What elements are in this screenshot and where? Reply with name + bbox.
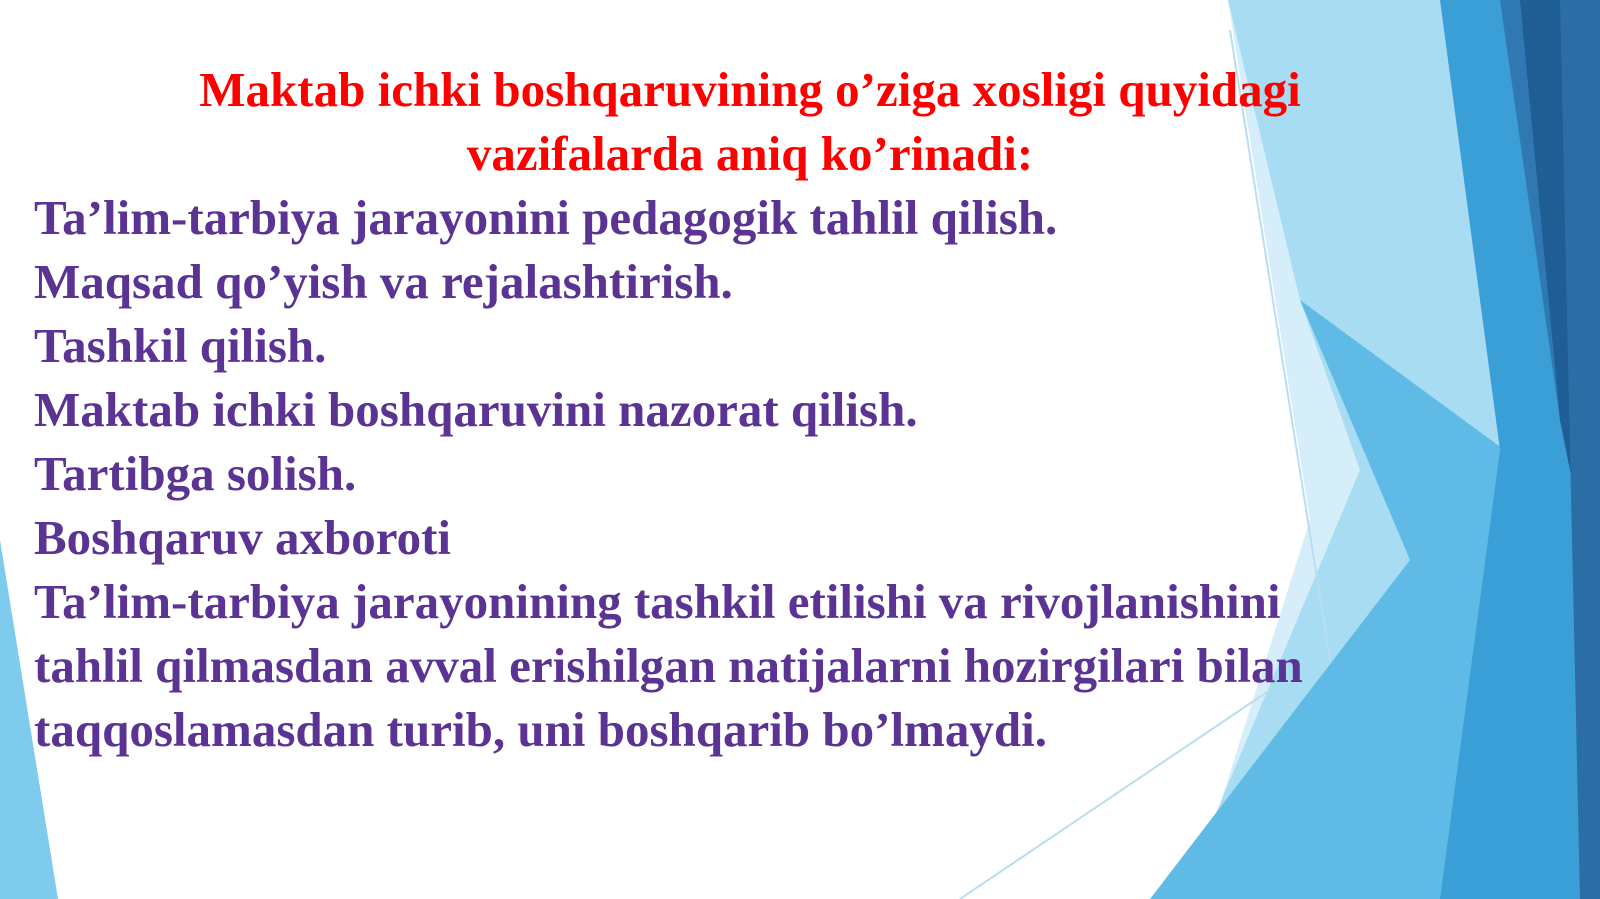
list-item: Tartibga solish. xyxy=(34,446,357,501)
list-item: Maktab ichki boshqaruvini nazorat qilish. xyxy=(34,382,918,437)
paragraph-line: tahlil qilmasdan avval erishilgan natijalarni hozirgilari bilan xyxy=(34,638,1303,693)
slide-title-line: Maktab ichki boshqaruvining o’ziga xosligi quyidagi xyxy=(199,62,1301,117)
list-item: Maqsad qo’yish va rejalashtirish. xyxy=(34,254,733,309)
slide-title-line: vazifalarda aniq ko’rinadi: xyxy=(466,126,1034,181)
list-item: Ta’lim-tarbiya jarayonini pedagogik tahlil qilish. xyxy=(34,190,1058,245)
slide-body xyxy=(34,186,1464,762)
paragraph-line: Ta’lim-tarbiya jarayonining tashkil etilishi va rivojlanishini xyxy=(34,574,1281,629)
list-item: Boshqaruv axboroti xyxy=(34,510,452,565)
slide-title xyxy=(130,58,1370,186)
paragraph-line: taqqoslamasdan turib, uni boshqarib bo’lmaydi. xyxy=(34,702,1047,757)
list-item: Tashkil qilish. xyxy=(34,318,327,373)
